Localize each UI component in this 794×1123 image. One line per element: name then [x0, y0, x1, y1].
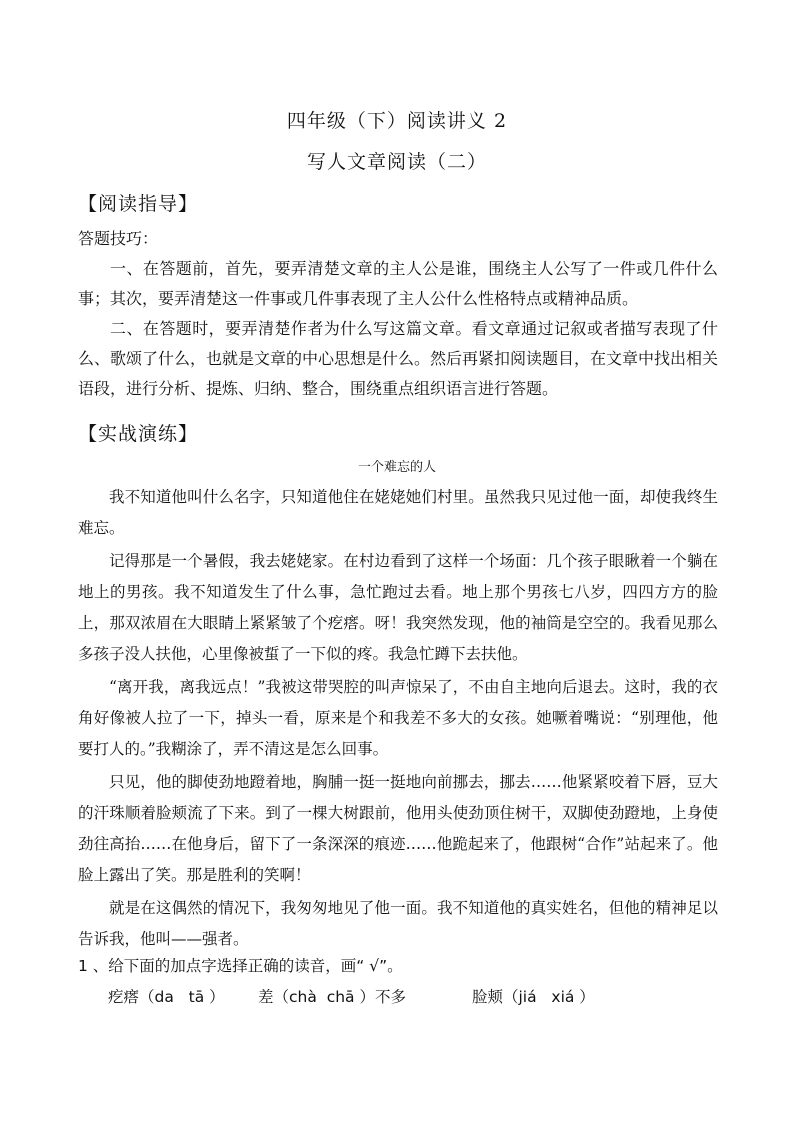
question-1-options [108, 985, 728, 1007]
story-paragraph: “离开我，离我远点！”我被这带哭腔的叫声惊呆了，不由自主地向后退去。这时，我的衣角好像被人拉了一下，掉头一看，原来是个和我差不多大的女孩。她噘着嘴说：“别理他，他要打人的。”我糊涂了，弄不清这是怎么回事。 [78, 678, 718, 758]
section-heading-guide: 【阅读指导】 [78, 193, 199, 215]
story-paragraph: 就是在这偶然的情况下，我匆匆地见了他一面。我不知道他的真实姓名，但他的精神足以告诉我，他叫——强者。 [78, 899, 718, 948]
option-item: 差（chà chā ）不多 [258, 988, 406, 1006]
story-paragraph: 只见，他的脚使劲地蹬着地，胸脯一挺一挺地向前挪去，挪去……他紧紧咬着下唇，豆大的汗珠顺着脸颊流了下来。到了一棵大树跟前，他用头使劲顶住树干，双脚使劲蹬地，上身使劲往高抬……在他身后，留下了一条深深的痕迹……他跪起来了，他跟树“合作”站起来了。他脸上露出了笑。那是胜利的笑啊！ [78, 773, 718, 884]
guide-body [78, 224, 718, 404]
story-body [78, 482, 718, 957]
option-item: 脸颊（jiá xiá ） [472, 988, 595, 1006]
story-paragraph: 我不知道他叫什么名字，只知道他住在姥姥她们村里。虽然我只见过他一面，却使我终生难忘。 [78, 488, 718, 537]
guide-lead: 答题技巧： [78, 229, 159, 248]
story-paragraph: 记得那是一个暑假，我去姥姥家。在村边看到了这样一个场面：几个孩子眼瞅着一个躺在地上的男孩。我不知道发生了什么事，急忙跑过去看。地上那个男孩七八岁，四四方方的脸上，那双浓眉在大眼睛上紧紧皱了个疙瘩。呀！我突然发现，他的袖筒是空空的。我看见那么多孩子没人扶他，心里像被蜇了一下似的疼。我急忙蹲下去扶他。 [78, 552, 718, 663]
page-title: 四年级（下）阅读讲义 2 [286, 110, 508, 132]
section-heading-practice: 【实战演练】 [78, 423, 199, 445]
question-1: 1 、给下面的加点字选择正确的读音，画“ √”。 [78, 957, 403, 975]
story-title: 一个难忘的人 [357, 460, 436, 475]
guide-paragraph: 一、在答题前，首先，要弄清楚文章的主人公是谁，围绕主人公写了一件或几件什么事；其次，要弄清楚这一件事或几件事表现了主人公什么性格特点或精神品质。 [78, 259, 718, 308]
page-subtitle: 写人文章阅读（二） [306, 151, 487, 173]
guide-paragraph: 二、在答题时，要弄清楚作者为什么写这篇文章。看文章通过记叙或者描写表现了什么、歌颂了什么，也就是文章的中心思想是什么。然后再紧扣阅读题目，在文章中找出相关语段，进行分析、提炼、归纳、整合，围绕重点组织语言进行答题。 [78, 319, 719, 398]
option-item: 疙瘩（da tā ） [108, 988, 225, 1006]
